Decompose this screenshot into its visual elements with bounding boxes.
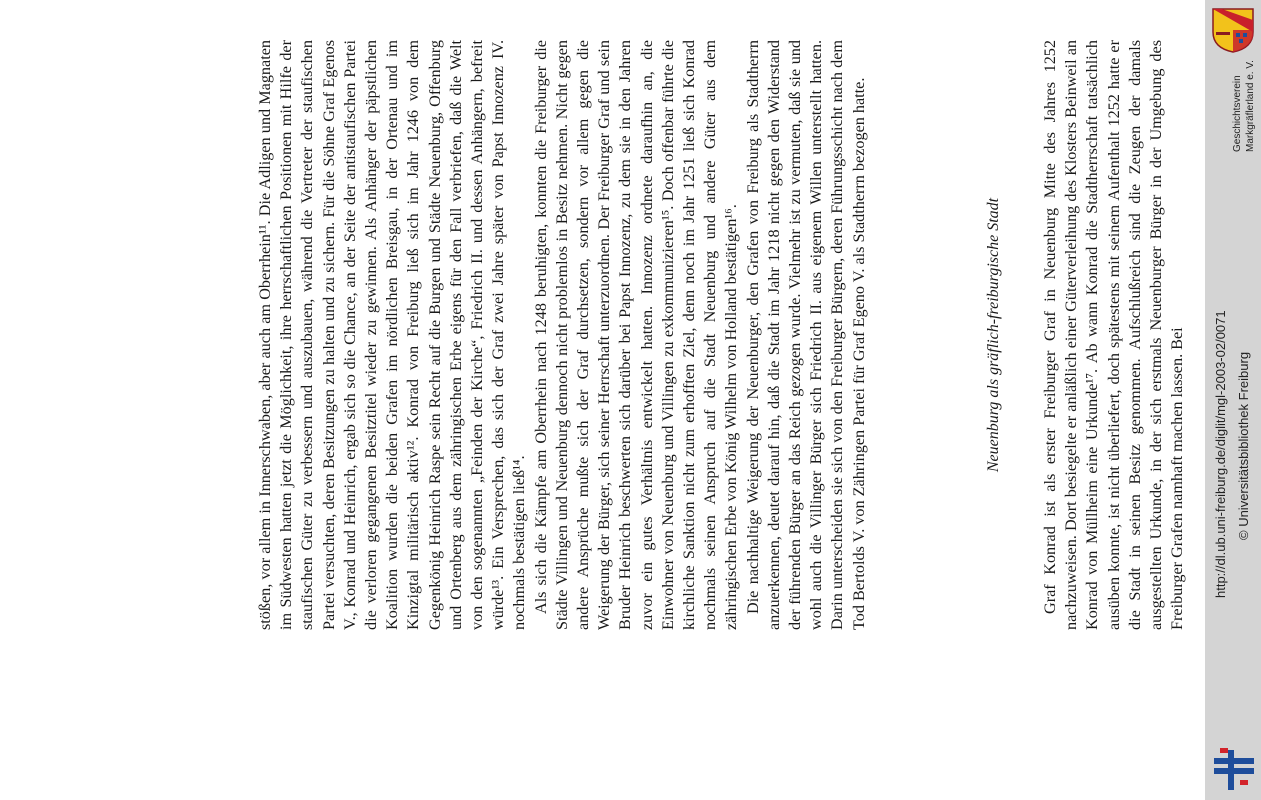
page-content (240, 0, 1261, 680)
copyright-notice: © Universitätsbibliothek Freiburg (1236, 351, 1251, 540)
paragraph: Die nachhaltige Weigerung der Neuenburger, den Grafen von Freiburg als Stadtherrn anzuerkennen, deutet darauf hin, daß die Stadt im Jahr 1218 nicht gegen den Widerstand der führenden Bürger an das Reich gezogen wurde. Vielmehr ist zu vermuten, daß sie und wohl auch die Villinger Bürger sich Friedrich II. aus eigenem Willen unterstellt hatten. Darin unterscheiden sie sich von den Freiburger Bürgern, deren Führungsschicht nach dem Tod Bertolds V. von Zähringen Partei für Graf Egeno V. als Stadtherrn bezogen hatte. (743, 40, 868, 630)
paragraph: Als sich die Kämpfe am Oberrhein nach 1248 beruhigten, konnten die Freiburger die Städte Villingen und Neuenburg dennoch nicht problemlos in Besitz nehmen. Nicht gegen andere Ansprüche mußte sich der Graf durchsetzen, sondern vor allem gegen die Weigerung der Bürger, sich seiner Herrschaft unterzuordnen. Der Freiburger Graf und sein Bruder Heinrich beschwerten sich darüber bei Papst Innozenz, zu dem sie in den Jahren zuvor ein gutes Verhältnis entwickelt hatten. Innozenz ordnete daraufhin an, die Einwohner von Neuenburg und Villingen zu exkommunizieren¹⁵. Doch offenbar führte die kirchliche Sanktion nicht zum erhofften Ziel, denn noch im Jahr 1251 ließ sich Konrad nochmals seinen Anspruch auf die Stadt Neuenburg und andere Güter aus dem zähringischen Erbe von König Wilhelm von Holland bestätigen¹⁶. (531, 40, 741, 630)
ub-freiburg-logo-icon (1212, 744, 1256, 792)
society-name-line1: Geschichtsverein (1232, 75, 1243, 152)
paragraph: Graf Konrad ist als erster Freiburger Graf in Neuenburg Mitte des Jahres 1252 nachzuweisen. Dort besiegelte er anläßlich einer Güterverleihung des Klosters Beinweil an Konrad von Müllheim eine Urkunde¹⁷. Ab wann Konrad die Stadtherrschaft tatsächlich ausüben konnte, ist nicht überliefert, doch spätestens mit seinem Aufenthalt 1252 hatte er die Stadt in seinen Besitz genommen. Aufschlußreich sind die Zeugen der damals ausgestellten Urkunde, in der sich erstmals Neuenburger Bürger in der Umgebung des Freiburger Grafen namhaft machen lassen. Bei (1041, 40, 1187, 630)
paragraph: stößen, vor allem in Innerschwaben, aber auch am Oberrhein¹¹. Die Adligen und Magnaten im Südwesten hatten jetzt die Möglichkeit, ihre herrschaftlichen Positionen mit Hilfe der staufischen Güter zu verbessern und auszubauen, während die Vertreter der staufischen Partei versuchten, deren Besitzungen zu halten und zu sichern. Für die Söhne Graf Egenos V., Konrad und Heinrich, ergab sich so die Chance, an der Seite der antistaufischen Partei die verloren gegangenen Besitztitel wieder zu gewinnen. Als Anhänger der päpstlichen Koalition wurden die beiden Grafen im nördlichen Breisgau, in der Ortenau und im Kinzigtal militärisch aktiv¹². Konrad von Freiburg ließ sich im Jahr 1246 von dem Gegenkönig Heinrich Raspe sein Recht auf die Burgen und Städte Neuenburg, Offenburg und Ortenberg aus dem zähringischen Erbe eigens für den Fall verbriefen, daß die Welt von den sogenannten „Feinden der Kirche“, Friedrich II. und dessen Anhängern, befreit würde¹³. Ein Versprechen, das sich der Graf zwei Jahre später von Papst Innozenz IV. nochmals bestätigen ließ¹⁴. (256, 40, 529, 630)
markgraeflerland-crest-icon (1210, 6, 1256, 54)
society-name-line2: Markgräflerland e. V. (1245, 60, 1256, 152)
rotated-page (240, 0, 1261, 680)
text-block-top (255, 40, 870, 630)
section-heading: Neuenburg als gräflich-freiburgische Stadt (985, 197, 1002, 473)
text-block-bottom (1040, 40, 1188, 630)
document-url[interactable]: http://dl.ub.uni-freiburg.de/diglit/mgl-2003-02/0071 (1213, 310, 1228, 598)
